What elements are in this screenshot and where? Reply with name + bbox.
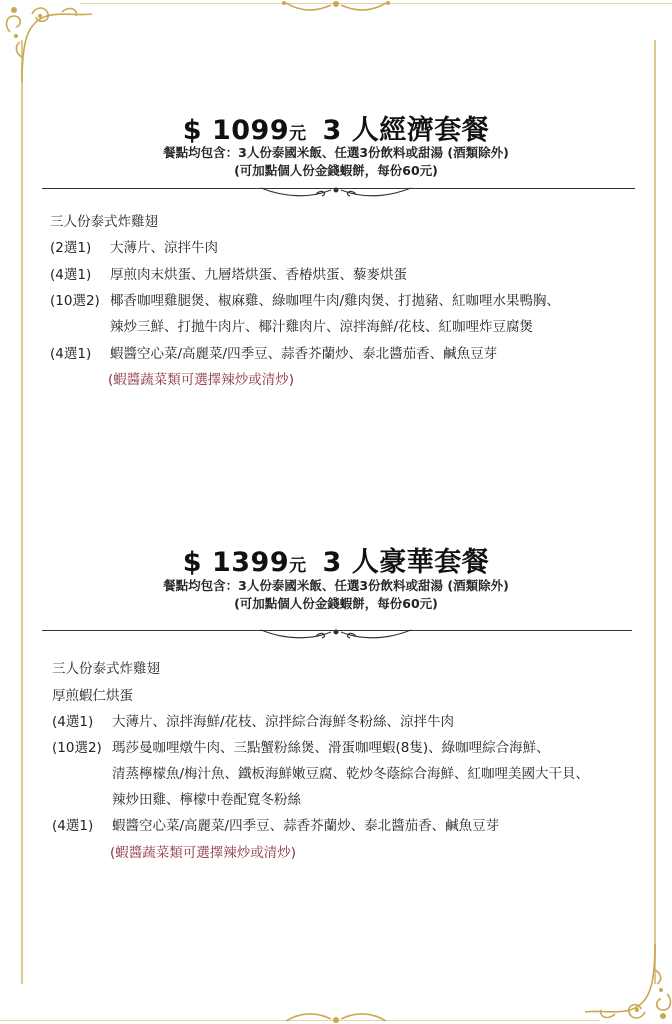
list-item — [52, 684, 133, 704]
set-includes: 餐點均包含：3人份泰國米飯、任選3份飲料或甜湯 (酒類除外) — [163, 578, 509, 593]
item-text: 三人份泰式炸雞翅 — [50, 214, 158, 230]
top-left-ornament-icon — [2, 2, 102, 87]
set-addon: (可加點個人份金錢蝦餅，每份60元) — [234, 163, 438, 178]
item-text: 椰香咖哩雞腿煲、椒麻雞、綠咖哩牛肉/雞肉煲、打拋豬、紅咖哩水果鴨胸、 — [110, 293, 561, 309]
set-price: $ 1099 — [182, 115, 290, 146]
list-item — [112, 762, 589, 782]
choice-count: (4選1) — [52, 818, 94, 834]
item-text: 瑪莎曼咖哩燉牛肉、三點蟹粉絲煲、滑蛋咖哩蝦(8隻)、綠咖哩綜合海鮮、 — [112, 740, 550, 756]
set-price: $ 1399 — [182, 547, 290, 578]
list-item — [50, 342, 497, 362]
cooking-note: (蝦醬蔬菜類可選擇辣炒或清炒) — [110, 845, 297, 861]
frame-right-line — [654, 40, 656, 984]
list-item — [52, 657, 160, 677]
set-name: 3 人豪華套餐 — [322, 547, 490, 578]
item-text: 蝦醬空心菜/高麗菜/四季豆、蒜香芥蘭炒、泰北醬茄香、鹹魚豆芽 — [112, 818, 500, 834]
choice-count: (10選2) — [52, 740, 102, 756]
cooking-note: (蝦醬蔬菜類可選擇辣炒或清炒) — [108, 372, 295, 388]
frame-left-line — [21, 40, 23, 984]
list-item — [50, 289, 560, 309]
set-title — [0, 540, 672, 579]
item-text: 大薄片、涼拌牛肉 — [110, 240, 218, 256]
list-item — [50, 263, 407, 283]
set-title — [0, 108, 672, 147]
divider-flourish-icon — [256, 626, 416, 642]
choice-count: (10選2) — [50, 293, 100, 309]
item-text: 辣炒三鮮、打拋牛肉片、椰汁雞肉片、涼拌海鮮/花枝、紅咖哩炸豆腐煲 — [110, 319, 534, 335]
choice-count: (4選1) — [50, 346, 92, 362]
list-item — [112, 788, 301, 808]
set-name: 3 人經濟套餐 — [322, 115, 490, 146]
item-text: 辣炒田雞、檸檬中卷配寬冬粉絲 — [112, 792, 301, 808]
choice-count: (2選1) — [50, 240, 92, 256]
list-item — [52, 736, 550, 756]
item-text: 三人份泰式炸雞翅 — [52, 661, 160, 677]
list-item — [50, 236, 218, 256]
item-text: 清蒸檸檬魚/梅汁魚、鐵板海鮮嫩豆腐、乾炒冬蔭綜合海鮮、紅咖哩美國大干貝、 — [112, 766, 590, 782]
list-item — [52, 710, 454, 730]
list-item — [52, 814, 499, 834]
list-item — [110, 315, 533, 335]
item-text: 厚煎肉末烘蛋、九層塔烘蛋、香椿烘蛋、藜麥烘蛋 — [110, 267, 407, 283]
item-text: 蝦醬空心菜/高麗菜/四季豆、蒜香芥蘭炒、泰北醬茄香、鹹魚豆芽 — [110, 346, 498, 362]
choice-count: (4選1) — [50, 267, 92, 283]
set-addon: (可加點個人份金錢蝦餅，每份60元) — [234, 596, 438, 611]
bottom-right-ornament-icon — [575, 940, 672, 1024]
top-center-ornament-icon — [276, 0, 396, 14]
item-text: 厚煎蝦仁烘蛋 — [52, 688, 133, 704]
choice-count: (4選1) — [52, 714, 94, 730]
currency-unit: 元 — [289, 124, 307, 144]
item-text: 大薄片、涼拌海鮮/花枝、涼拌綜合海鮮冬粉絲、涼拌牛肉 — [112, 714, 455, 730]
currency-unit: 元 — [289, 556, 307, 576]
divider-flourish-icon — [256, 184, 416, 200]
bottom-center-ornament-icon — [276, 1010, 396, 1024]
list-item — [50, 210, 158, 230]
set-includes: 餐點均包含：3人份泰國米飯、任選3份飲料或甜湯 (酒類除外) — [163, 145, 509, 160]
